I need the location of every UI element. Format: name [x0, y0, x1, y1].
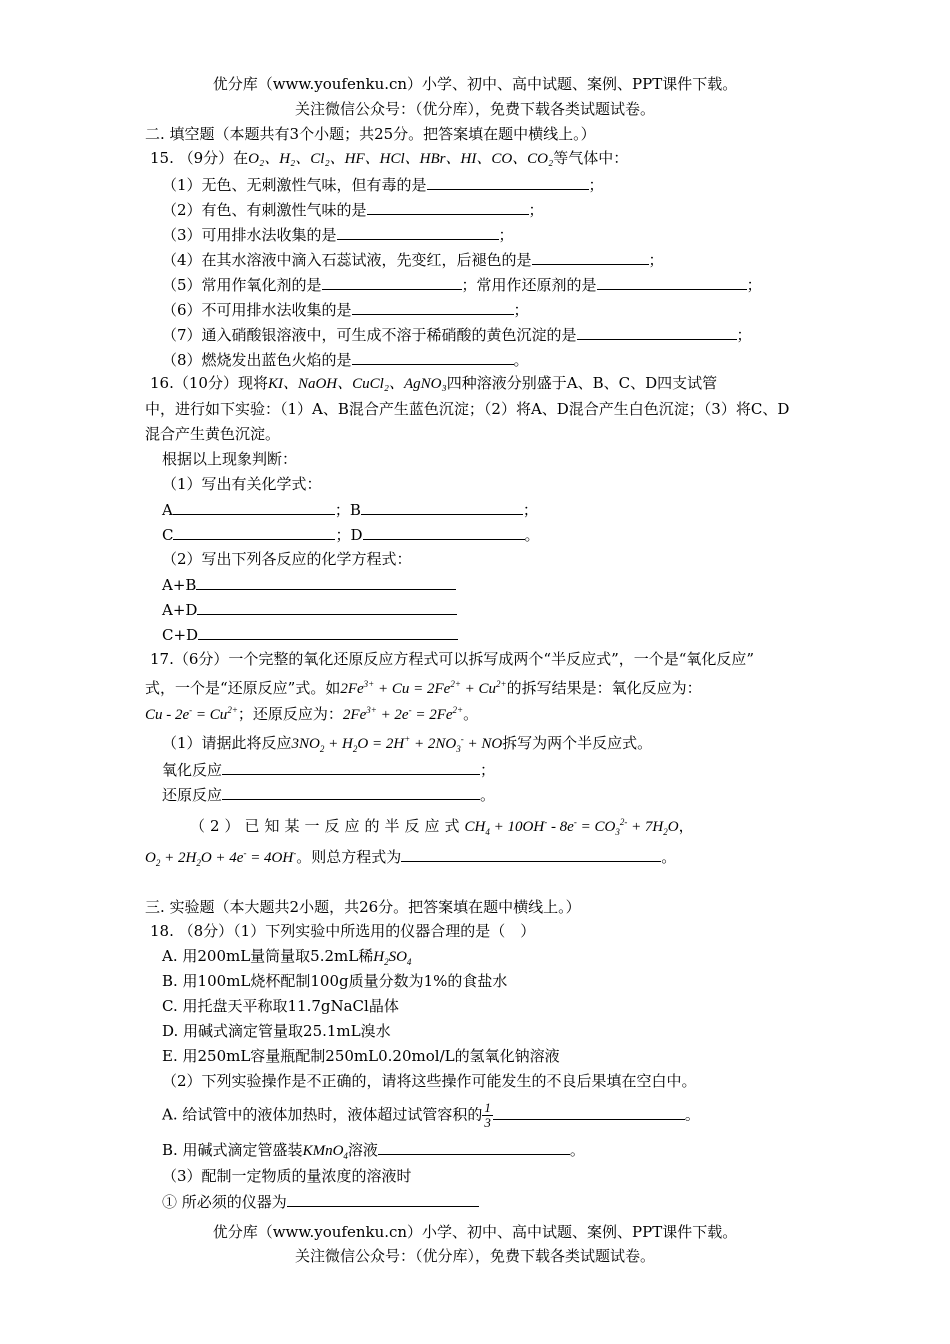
q15-item-6: （6）不可用排水法收集的是 ； — [162, 301, 529, 319]
q17-sub-2-cont: $O_2 + 2H_2O + 4e^- = 4OH^-$。则总方程式为 。 — [145, 848, 677, 868]
fraction-one-third: $\frac{1}{3}$ — [484, 1100, 491, 1130]
q18-sub-3: （3）配制一定物质的量浓度的溶液时 — [162, 1167, 412, 1185]
answer-blank[interactable] — [352, 299, 514, 315]
q16-line-1: 16.（10分）现将KI、NaOH、CuCl₂、AgNO₃四种溶液分别盛于A、B、C、D四支试管 — [150, 374, 718, 392]
q16-sub-2: （2）写出下列各反应的化学方程式： — [162, 550, 412, 568]
q18-sub-2: （2）下列实验操作是不正确的，请将这些操作可能发生的不良后果填在空白中。 — [162, 1072, 697, 1090]
q17-reduction-example: $2Fe^{3+} + 2e^- = 2Fe^{2+}$ — [342, 705, 464, 723]
q17-reaction-equation: $3NO_2 + H_2O = 2H^+ + 2NO_3^-$ + NO — [291, 734, 503, 754]
answer-blank[interactable] — [367, 199, 529, 215]
q15-item-5: （5）常用作氧化剂的是 ；常用作还原剂的是 ； — [162, 276, 762, 294]
q18-kmno4: KMnO$_4$ — [302, 1143, 348, 1161]
q16-eq-ad: A+D — [162, 599, 457, 620]
q18-sub-2a: A. 给试管中的液体加热时，液体超过试管容积的 $\frac{1}{3}$ 。 — [162, 1100, 700, 1130]
answer-blank[interactable] — [173, 499, 335, 515]
q17-line-2: 式，一个是“还原反应”式。如$2Fe^{3+} + Cu = 2Fe^{2+} + Cu^{2+}$的拆写结果是：氧化反应为： — [145, 679, 702, 697]
footer-line-1: 优分库（www.youfenku.cn）小学、初中、高中试题、案例、PPT课件下载。 — [212, 1223, 738, 1241]
q15-item-7: （7）通入硝酸银溶液中，可生成不溶于稀硝酸的黄色沉淀的是 ； — [162, 326, 752, 344]
answer-blank[interactable] — [197, 599, 457, 615]
q18-h2so4: $H_2SO_4$ — [373, 949, 412, 967]
answer-blank[interactable] — [337, 224, 499, 240]
header-line-1: 优分库（www.youfenku.cn）小学、初中、高中试题、案例、PPT课件下载。 — [212, 75, 738, 93]
section-3-title: 三. 实验题（本大题共2小题，共26分。把答案填在题中横线上。） — [145, 898, 581, 916]
q16-line-2: 中，进行如下实验：（1）A、B混合产生蓝色沉淀；（2）将A、D混合产生白色沉淀；（3）将C、D — [145, 400, 790, 418]
q15-gases: O₂、H₂、Cl₂、HF、HCl、HBr、HI、CO、CO₂ — [248, 151, 554, 167]
answer-blank[interactable] — [173, 524, 335, 540]
answer-blank[interactable] — [427, 174, 589, 190]
q16-reagents: KI、NaOH、CuCl₂、AgNO₃ — [267, 376, 447, 392]
answer-blank[interactable] — [352, 349, 514, 365]
q15-item-4: （4）在其水溶液中滴入石蕊试液，先变红，后褪色的是 ； — [162, 251, 664, 269]
answer-blank[interactable] — [363, 524, 525, 540]
answer-blank[interactable] — [493, 1104, 685, 1120]
q15-stem-pre: 15. （9分）在 — [150, 149, 249, 167]
q15-item-3: （3）可用排水法收集的是 ； — [162, 226, 514, 244]
q15-item-2: （2）有色、有刺激性气味的是 ； — [162, 201, 544, 219]
q18-option-a[interactable]: A. 用200mL量筒量取5.2mL稀$H_2SO_4$ — [162, 947, 412, 967]
footer-line-2: 关注微信公众号：（优分库），免费下载各类试题试卷。 — [294, 1247, 655, 1265]
q17-line-3: $Cu - 2e^- = Cu^{2+}$；还原反应为：$2Fe^{3+} + 2e^- = 2Fe^{2+}$。 — [145, 705, 479, 723]
q16-eq-cd: C+D — [162, 624, 458, 645]
q18-option-d[interactable]: D. 用碱式滴定管量取25.1mL溴水 — [162, 1022, 391, 1040]
answer-blank[interactable] — [378, 1139, 570, 1155]
answer-blank[interactable] — [361, 499, 523, 515]
answer-blank[interactable] — [401, 846, 661, 862]
q17-oxidation-row: 氧化反应 ； — [162, 761, 496, 779]
q16-ab-row: A ；B ； — [162, 501, 538, 519]
q18-stem: 18. （8分）（1）下列实验中所选用的仪器合理的是（ ） — [150, 922, 536, 940]
q16-eq-ab: A+B — [162, 574, 456, 595]
answer-blank[interactable] — [597, 274, 747, 290]
q18-sub-3-1: ① 所必须的仪器为 — [162, 1191, 479, 1212]
answer-blank[interactable] — [222, 759, 480, 775]
header-line-2: 关注微信公众号：（优分库），免费下载各类试题试卷。 — [294, 100, 655, 118]
q16-sub-1: （1）写出有关化学式： — [162, 475, 322, 493]
q17-half-reaction-2: $O_2 + 2H_2O + 4e^- = 4OH^-$ — [145, 848, 297, 868]
q17-sub-2: （2）已知某一反应的半反应式$CH_4 + 10OH^- - 8e^- = CO_3^{2-} + 7H_2O$， — [190, 817, 694, 837]
q17-example-equation: $2Fe^{3+} + Cu = 2Fe^{2+} + Cu^{2+}$ — [340, 679, 507, 697]
q18-option-c[interactable]: C. 用托盘天平称取11.7gNaCl晶体 — [162, 997, 399, 1015]
answer-blank[interactable] — [287, 1191, 479, 1207]
q17-oxidation-example: $Cu - 2e^- = Cu^{2+}$ — [145, 705, 238, 723]
answer-blank[interactable] — [196, 574, 456, 590]
q17-reduction-row: 还原反应 。 — [162, 786, 496, 804]
answer-blank[interactable] — [222, 784, 480, 800]
q17-line-1: 17.（6分）一个完整的氧化还原反应方程式可以拆写成两个“半反应式”，一个是“氧化反应” — [150, 650, 755, 668]
answer-blank[interactable] — [577, 324, 737, 340]
q17-half-reaction-1: $CH_4 + 10OH^- - 8e^- = CO_3^{2-} + 7H_2O$ — [464, 817, 679, 837]
q15-stem-post: 等气体中： — [553, 149, 629, 167]
q18-option-b[interactable]: B. 用100mL烧杯配制100g质量分数为1%的食盐水 — [162, 972, 508, 990]
section-2-title: 二. 填空题（本题共有3个小题；共25分。把答案填在题中横线上。） — [145, 125, 596, 143]
q16-line-4: 根据以上现象判断： — [162, 450, 298, 468]
answer-blank[interactable] — [322, 274, 462, 290]
q15-stem — [150, 148, 628, 169]
q15-item-8: （8）燃烧发出蓝色火焰的是 。 — [162, 351, 529, 369]
q16-cd-row: C ；D 。 — [162, 526, 540, 544]
q17-sub-1: （1）请据此将反应$3NO_2 + H_2O = 2H^+ + 2NO_3^-$ + NO拆写为两个半反应式。 — [162, 734, 653, 754]
q16-line-3: 混合产生黄色沉淀。 — [145, 425, 281, 443]
q15-item-1: （1）无色、无刺激性气味，但有毒的是 ； — [162, 176, 604, 194]
answer-blank[interactable] — [198, 624, 458, 640]
q18-option-e[interactable]: E. 用250mL容量瓶配制250mL0.20mol/L的氢氧化钠溶液 — [162, 1047, 560, 1065]
answer-blank[interactable] — [532, 249, 649, 265]
q18-sub-2b: B. 用碱式滴定管盛装KMnO$_4$溶液 。 — [162, 1141, 585, 1161]
